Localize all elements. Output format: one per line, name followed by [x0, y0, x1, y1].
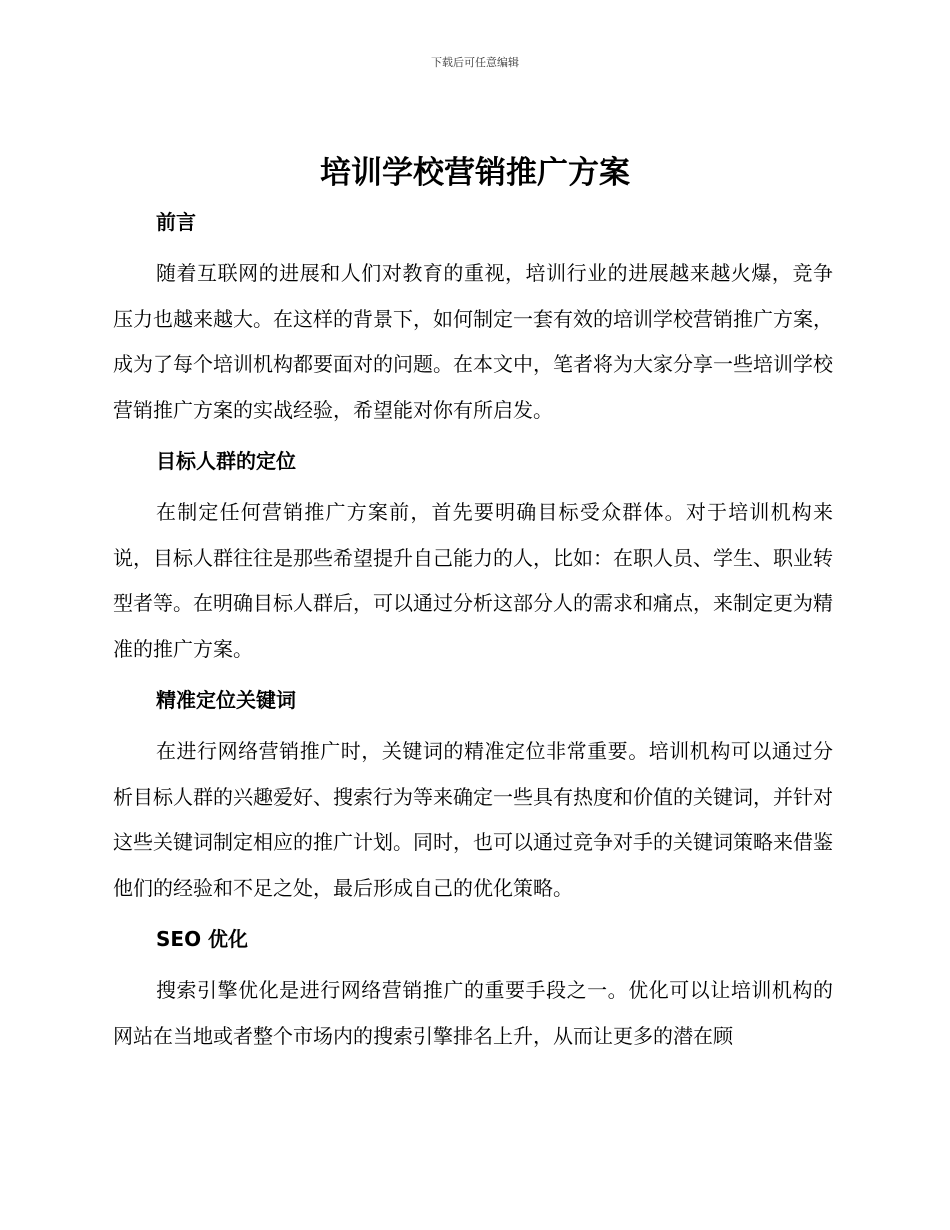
section-paragraph: 随着互联网的进展和人们对教育的重视，培训行业的进展越来越火爆，竞争压力也越来越大。在这样的背景下，如何制定一套有效的培训学校营销推广方案，成为了每个培训机构都要面对的问题。在本文中，笔者将为大家分享一些培训学校营销推广方案的实战经验，希望能对你有所启发。	[113, 261, 833, 422]
document-title: 培训学校营销推广方案	[320, 155, 630, 191]
section-target-audience	[113, 441, 833, 672]
page-header-note: 下载后可任意编辑	[431, 56, 519, 69]
section-paragraph: 在进行网络营销推广时，关键词的精准定位非常重要。培训机构可以通过分析目标人群的兴趣爱好、搜索行为等来确定一些具有热度和价值的关键词，并针对这些关键词制定相应的推广计划。同时，也可以通过竞争对手的关键词策略来借鉴他们的经验和不足之处，最后形成自己的优化策略。	[113, 739, 833, 900]
section-preface	[113, 202, 833, 433]
section-heading: SEO 优化	[156, 927, 249, 951]
section-paragraph: 在制定任何营销推广方案前，首先要明确目标受众群体。对于培训机构来说，目标人群往往是那些希望提升自己能力的人，比如：在职人员、学生、职业转型者等。在明确目标人群后，可以通过分析这部分人的需求和痛点，来制定更为精准的推广方案。	[113, 500, 833, 661]
section-heading: 目标人群的定位	[156, 449, 296, 473]
section-keywords	[113, 680, 833, 911]
section-paragraph: 搜索引擎优化是进行网络营销推广的重要手段之一。优化可以让培训机构的网站在当地或者整个市场内的搜索引擎排名上升，从而让更多的潜在顾	[113, 978, 833, 1048]
section-heading: 精准定位关键词	[156, 688, 296, 712]
section-seo	[113, 919, 833, 1059]
section-heading: 前言	[156, 210, 196, 234]
document-body	[113, 202, 833, 1067]
